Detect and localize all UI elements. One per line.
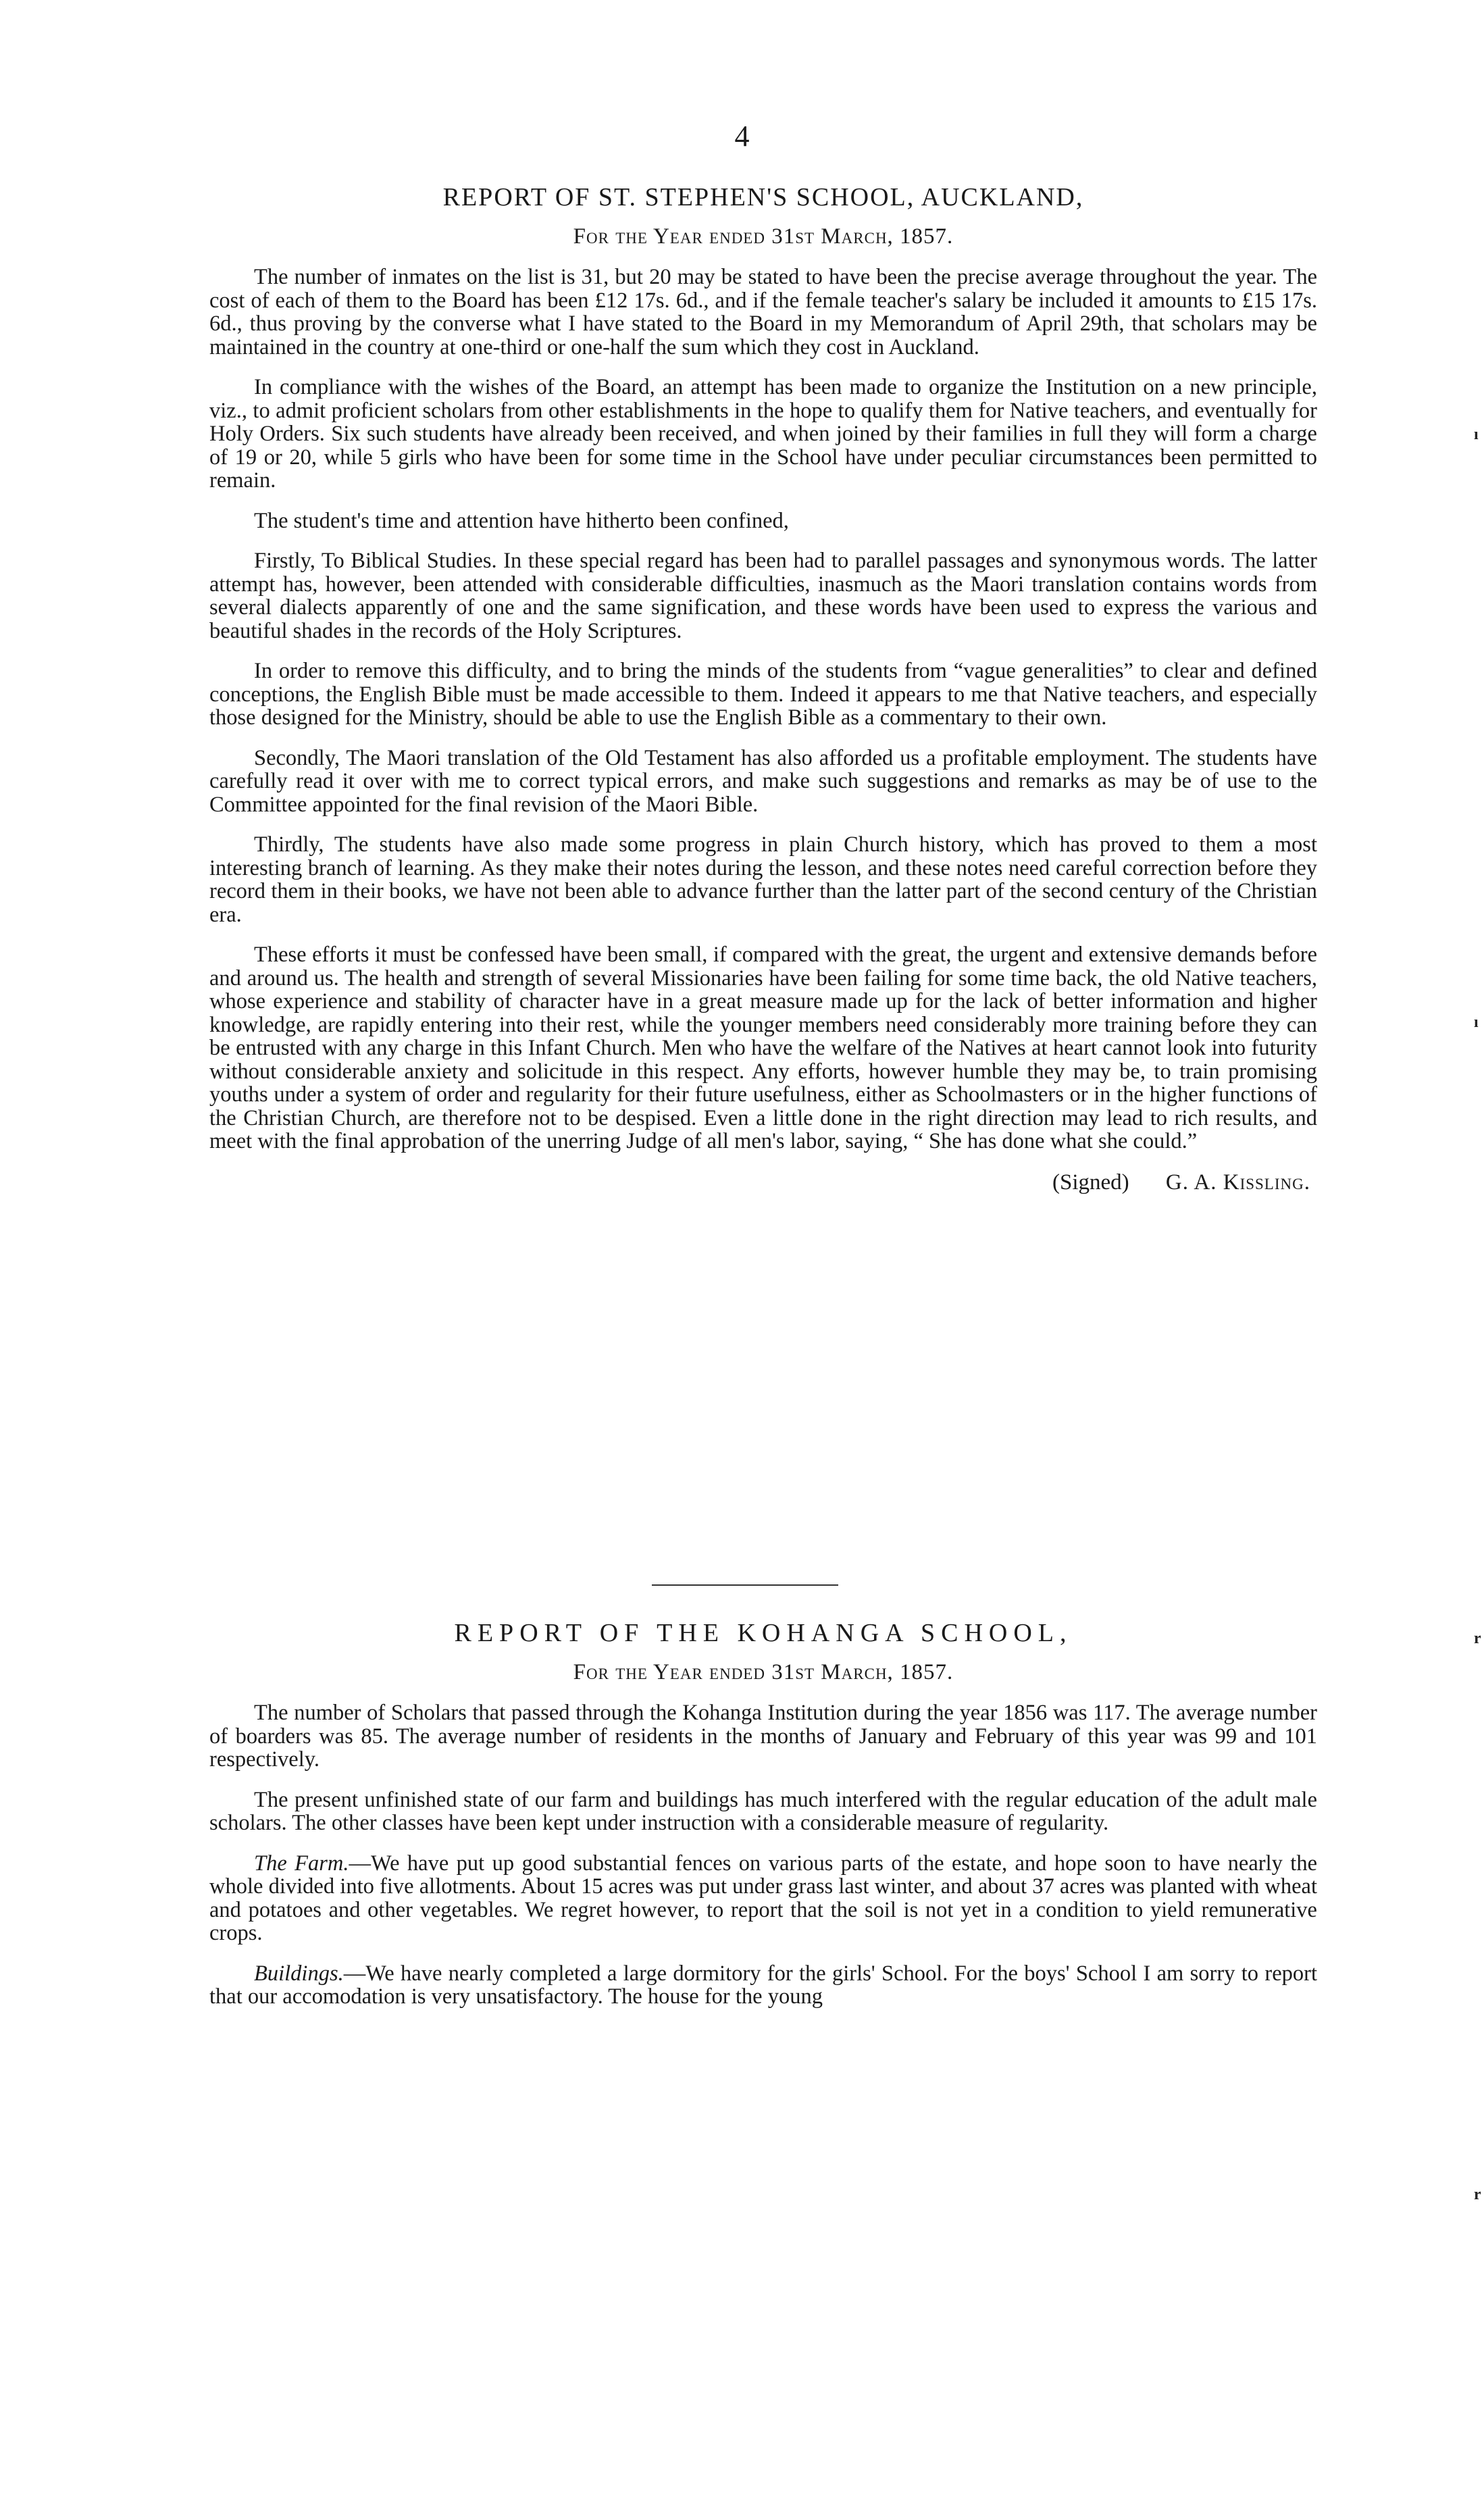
signature-name: G. A. Kissling. (1165, 1170, 1310, 1195)
section-divider (652, 1584, 838, 1586)
paragraph: These efforts it must be confessed have been small, if compared with the great, the urgent and extensive demands before and around us. The health and strength of several Missionaries have been failing for some time back, the old Native teachers, whose experience and stability of character have in a great measure made up for the lack of better information and higher knowledge, are rapidly entering into their rest, while the younger members need considerably more training before they can be entrusted with any charge in this Infant Church. Men who have the welfare of the Natives at heart cannot look into futurity without considerable anxiety and solicitude in this respect. Any efforts, however humble they may be, to train promising youths under a system of order and regularity for their future usefulness, either as Schoolmasters or in the higher functions of the Christian Church, are therefore not to be despised. Even a little done in the right direction may lead to rich results, and meet with the final approbation of the unerring Judge of all men's labor, saying, “ She has done what she could.” (209, 943, 1317, 1153)
report-title: REPORT OF ST. STEPHEN'S SCHOOL, AUCKLAND, (442, 183, 1084, 211)
farm-paragraph (209, 1852, 1317, 1945)
kohanga-report (209, 1618, 1317, 2026)
paragraph: The student's time and attention have hitherto been confined, (254, 508, 789, 533)
page-number: 4 (734, 120, 750, 153)
margin-mark: ı (1474, 426, 1479, 443)
buildings-paragraph (209, 1962, 1317, 2009)
paragraph: In order to remove this difficulty, and to bring the minds of the students from “vague generalities” to clear and defined conceptions, the English Bible must be made accessible to them. Indeed it appears to me that Native teachers, and especially those designed for the Ministry, should be able to use the English Bible as a commentary to their own. (209, 659, 1317, 730)
margin-mark: r (1474, 1630, 1481, 1647)
st-stephens-report (209, 182, 1317, 1216)
farm-text: —We have put up good substantial fences on various parts of the estate, and hope soon to have nearly the whole divided into five allotments. About 15 acres was put under grass last winter, and about 37 acres was planted with wheat and potatoes and other vegetables. We regret however, to report that the soil is not yet in a condition to yield remunerative crops. (209, 1851, 1317, 1945)
paragraph: Firstly, To Biblical Studies. In these special regard has been had to parallel passages and synonymous words. The latter attempt has, however, been attended with considerable difficulties, inasmuch as the Maori translation contains words from several dialects apparently of one and the same signification, and these words have been used to express the various and beautiful shades in the records of the Holy Scriptures. (209, 549, 1317, 643)
buildings-heading: Buildings. (254, 1961, 344, 1986)
paragraph: Secondly, The Maori translation of the Old Testament has also afforded us a profitable employment. The students have carefully read it over with me to correct typical errors, and make such suggestions and remarks as may be of use to the Committee appointed for the final revision of the Maori Bible. (209, 745, 1317, 817)
buildings-text: —We have nearly completed a large dormitory for the girls' School. For the boys' School I am sorry to report that our accomodation is very unsatisfactory. The house for the young (209, 1961, 1317, 2009)
paragraph: The number of Scholars that passed through the Kohanga Institution during the year 1856 was 117. The average number of boarders was 85. The average number of residents in the months of January and February of this year was 99 and 101 respectively. (209, 1701, 1317, 1772)
paragraph: The present unfinished state of our farm and buildings has much interfered with the regular education of the adult male scholars. The other classes have been kept under instruction with a considerable measure of regularity. (209, 1787, 1317, 1835)
paragraph: The number of inmates on the list is 31, but 20 may be stated to have been the precise average throughout the year. The cost of each of them to the Board has been £12 17s. 6d., and if the female teacher's salary be included it amounts to £15 17s. 6d., thus proving by the converse what I have stated to the Board in my Memorandum of April 29th, that scholars may be maintained in the country at one-third or one-half the sum which they cost in Auckland. (209, 265, 1317, 359)
report-title: REPORT OF THE KOHANGA SCHOOL, (454, 1619, 1073, 1647)
signature (209, 1170, 1310, 1195)
farm-heading: The Farm. (254, 1851, 349, 1876)
margin-mark: r (1474, 2186, 1481, 2203)
report-subtitle: For the Year ended 31st March, 1857. (573, 1660, 954, 1684)
report-subtitle: For the Year ended 31st March, 1857. (573, 224, 954, 249)
paragraph: Thirdly, The students have also made some progress in plain Church history, which has proved to them a most interesting branch of learning. As they make their notes during the lesson, and these notes need careful correction before they record them in their books, we have not been able to advance further than the latter part of the second century of the Christian era. (209, 832, 1317, 927)
margin-mark: ı (1474, 1013, 1479, 1031)
paragraph: In compliance with the wishes of the Board, an attempt has been made to organize the Institution on a new principle, viz., to admit proficient scholars from other establishments in the hope to qualify them for Native teachers, and eventually for Holy Orders. Six such students have already been received, and when joined by their families in full they will form a charge of 19 or 20, while 5 girls who have been for some time in the School have under peculiar circumstances been permitted to remain. (209, 375, 1317, 493)
signature-label: (Signed) (1052, 1170, 1129, 1195)
